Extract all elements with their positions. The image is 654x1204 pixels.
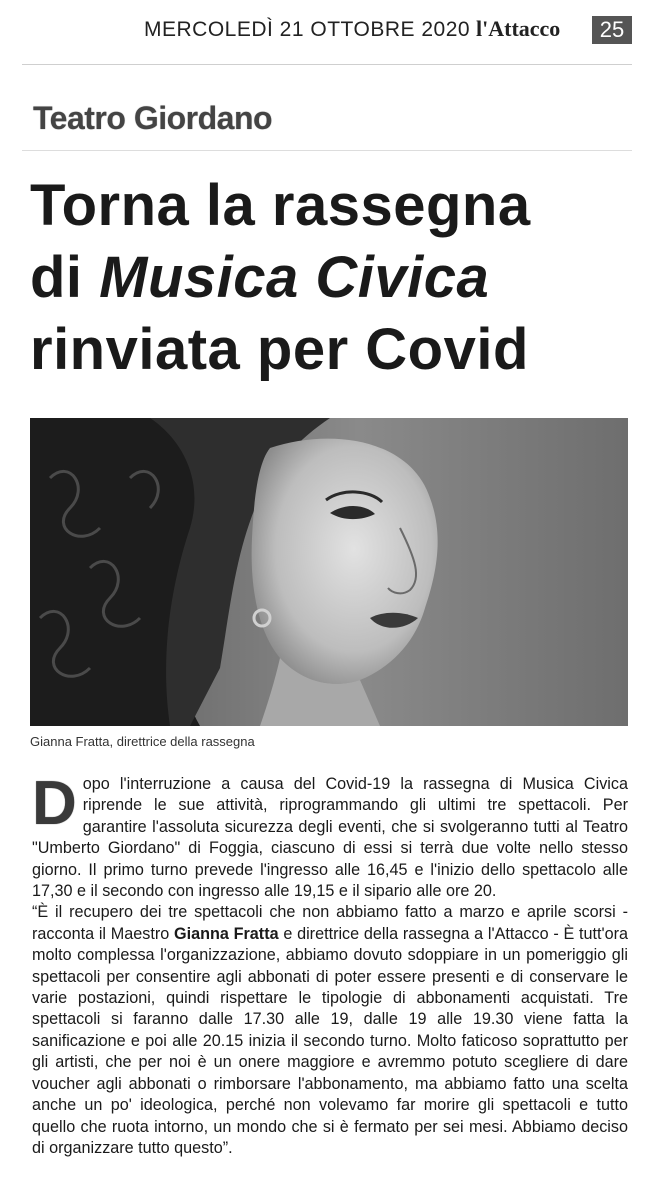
headline-line-2-prefix: di [30, 245, 100, 310]
page-number-badge: 25 [592, 16, 632, 44]
page-header [0, 0, 654, 48]
issue-date: MERCOLEDÌ 21 OTTOBRE 2020 [144, 18, 471, 41]
portrait-photo-illustration [30, 418, 628, 726]
paragraph-1 [32, 769, 628, 902]
headline-italic-title: Musica Civica [99, 245, 490, 310]
headline-line-3: rinviata per Covid [30, 317, 529, 382]
paragraph-2-after-name: e direttrice della rassegna a l'Attacco - È tutt'ora molto complessa l'organizzazione, abbiamo dovuto sdoppiare in un pomeriggio gli spettacoli per consentire agli abbonati di poter essere presenti e di conservare le varie postazioni, quindi rispettare le tipologie di abbonamenti acquistati. Tre spettacoli si faranno dalle 17.30 alle 19, dalle 19 alle 19.30 viene fatta la sanificazione e poi alle 20.15 inizia il secondo turno. Molto faticoso soprattutto per gli artisti, che per noi è un onere maggiore e avremmo potuto scegliere di dare voucher agli abbonati o rimborsare l'abbonamento, ma abbiamo fatto una scelta anche un po' ideologica, perché non volevamo far morire gli spettacoli e tutto quello che ruota intorno, un mondo che si è fermato per sei mesi. Abbiamo deciso di organizzare tutto questo”. [32, 924, 629, 1157]
headline-line-2 [30, 242, 630, 314]
header-divider [22, 64, 632, 65]
article-kicker: Teatro Giordano [33, 100, 273, 136]
paragraph-2-before-name: “È il recupero dei tre spettacoli che non abbiamo fatto a marzo e aprile scorsi - racconta il Maestro [32, 903, 628, 943]
headline-line-1: Torna la rassegna [30, 173, 531, 238]
kicker-divider [22, 150, 632, 151]
article-photo [30, 418, 628, 726]
quoted-person-name: Gianna Fratta [174, 924, 279, 943]
paragraph-1-text: opo l'interruzione a causa del Covid-19 la rassegna di Musica Civica riprende le sue attività, riprogrammando gli ultimi tre spettacoli. Per garantire l'assoluta sicurezza degli eventi, che si svolgeranno tutti al Teatro "Umberto Giordano" di Foggia, ciascuno di essi si terrà due volte nello stesso giorno. Il primo turno prevede l'ingresso alle 16,45 e l'inizio dello spettacolo alle 17,30 e il secondo con ingresso alle 19,15 e il sipario alle ore 20. [32, 775, 628, 901]
photo-caption: Gianna Fratta, direttrice della rassegna [30, 734, 255, 749]
article-headline [30, 170, 630, 386]
article-body [32, 769, 629, 1159]
newspaper-logo: l'Attacco [476, 16, 561, 41]
drop-cap: D [32, 769, 77, 838]
paragraph-2 [32, 902, 628, 1159]
